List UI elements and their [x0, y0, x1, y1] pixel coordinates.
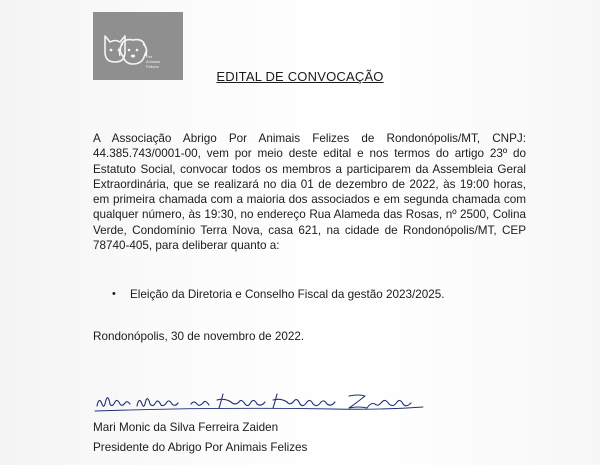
- convocation-paragraph: A Associação Abrigo Por Animais Felizes de Rondonópolis/MT, CNPJ: 44.385.743/0001-00, vem por meio deste edital e nos termos do artigo 23º do Estatuto Social, convocar todos os membros a participarem da Assembleia Geral Extraordinária, que se realizará no dia 01 de dezembro de 2022, às 19:00 horas, em primeira chamada com a maioria dos associados e em segunda chamada com qualquer número, às 19:30, no endereço Rua Alameda das Rosas, nº 2500, Colina Verde, Condomínio Terra Nova, casa 621, na cidade de Rondonópolis/MT, CEP 78740-405, para deliberar quanto a:: [93, 132, 526, 253]
- bullet-icon: •: [112, 288, 116, 300]
- agenda-item: Eleição da Diretoria e Conselho Fiscal da gestão 2023/2025.: [130, 288, 445, 301]
- signer-role: Presidente do Abrigo Por Animais Felizes: [93, 441, 308, 454]
- place-and-date: Rondonópolis, 30 de novembro de 2022.: [93, 330, 305, 343]
- handwritten-signature: [93, 388, 433, 414]
- signer-name: Mari Monic da Silva Ferreira Zaiden: [93, 421, 279, 434]
- document-title: EDITAL DE CONVOCAÇÃO: [216, 69, 384, 84]
- logo-text: Por Animais Felizes: [146, 54, 161, 69]
